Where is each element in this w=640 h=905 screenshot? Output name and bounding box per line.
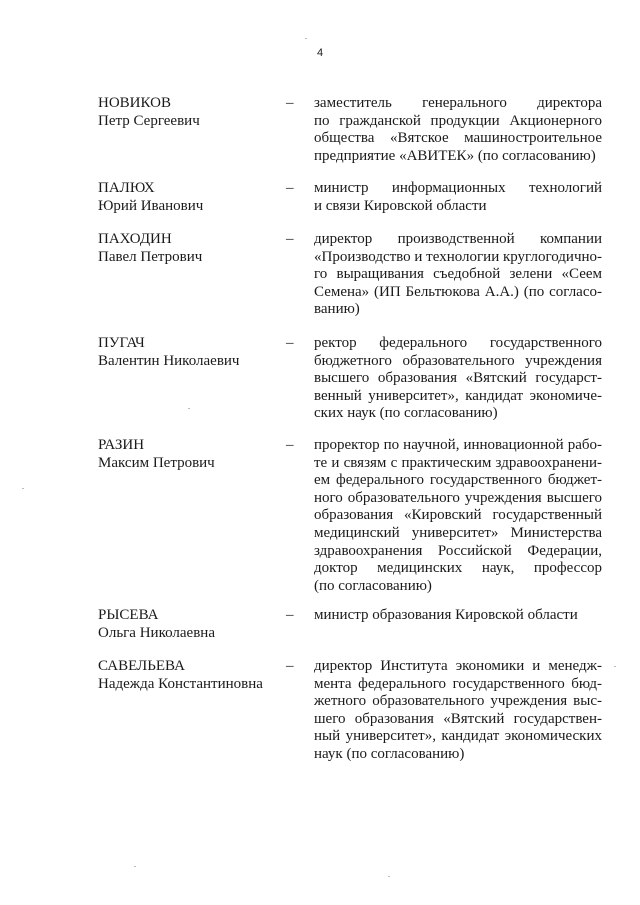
member-name <box>98 335 278 370</box>
position-line: высшего образования «Вятский государст- <box>314 370 602 387</box>
dash-separator: – <box>286 180 294 196</box>
member-name <box>98 437 278 472</box>
position-line: директор Института экономики и менедж- <box>314 658 602 674</box>
member-surname: НОВИКОВ <box>98 95 171 111</box>
member-surname: ПАЛЮХ <box>98 180 155 196</box>
page-number: 4 <box>316 47 324 59</box>
member-given-names: Максим Петрович <box>98 454 215 471</box>
position-line: и связи Кировской области <box>314 197 487 214</box>
member-surname: РЫСЕВА <box>98 607 159 623</box>
position-line: министр информационных технологий <box>314 180 602 196</box>
dash-separator: – <box>286 437 294 453</box>
position-line: жетного образовательного учреждения выс- <box>314 693 602 710</box>
scan-speck <box>22 488 24 489</box>
member-name <box>98 231 278 266</box>
position-line: министр образования Кировской области <box>314 607 578 623</box>
position-line: (по согласованию) <box>314 577 432 594</box>
dash-separator: – <box>286 231 294 247</box>
position-line: образования «Кировский государственный <box>314 507 602 524</box>
position-line: директор производственной компании <box>314 231 602 247</box>
position-line: проректор по научной, инновационной рабо- <box>314 437 602 453</box>
dash-separator: – <box>286 607 294 623</box>
member-given-names: Юрий Иванович <box>98 197 204 214</box>
member-position <box>314 95 602 165</box>
scan-speck <box>614 666 616 667</box>
position-line: ем федерального государственного бюджет- <box>314 472 602 489</box>
position-line: Семена» (ИП Бельтюкова А.А.) (по согласо- <box>314 283 602 300</box>
scan-speck <box>134 866 136 867</box>
member-given-names: Надежда Константиновна <box>98 675 263 692</box>
member-surname: ПАХОДИН <box>98 231 172 247</box>
member-given-names: Валентин Николаевич <box>98 352 240 369</box>
position-line: ванию) <box>314 301 360 318</box>
scan-speck <box>188 408 190 409</box>
position-line: по гражданской продукции Акционерного <box>314 112 602 129</box>
position-line: шего образования «Вятский государствен- <box>314 710 602 727</box>
position-line: предприятие «АВИТЕК» (по согласованию) <box>314 147 596 164</box>
member-position <box>314 180 602 215</box>
dash-separator: – <box>286 95 294 111</box>
position-line: «Производство и технологии круглогодично- <box>314 248 603 265</box>
position-line: ного образовательного учреждения высшего <box>314 489 602 506</box>
position-line: бюджетного образовательного учреждения <box>314 352 602 369</box>
position-line: медицинский университет» Министерства <box>314 524 602 541</box>
position-line: венный университет», кандидат экономиче- <box>314 387 602 404</box>
member-given-names: Петр Сергеевич <box>98 112 200 129</box>
member-position <box>314 231 602 319</box>
member-position <box>314 607 602 625</box>
member-surname: РАЗИН <box>98 437 145 453</box>
member-name <box>98 607 278 642</box>
position-line: общества «Вятское машиностроительное <box>314 130 602 147</box>
member-position <box>314 437 602 595</box>
member-given-names: Павел Петрович <box>98 248 203 265</box>
dash-separator: – <box>286 335 294 351</box>
member-given-names: Ольга Николаевна <box>98 624 215 641</box>
position-line: здравоохранения Российской Федерации, <box>314 542 602 559</box>
position-line: ный университет», кандидат экономических <box>314 728 602 745</box>
scan-speck <box>388 876 390 877</box>
position-line: наук (по согласованию) <box>314 745 465 762</box>
position-line: го выращивания съедобной зелени «Сеем <box>314 266 602 283</box>
member-position <box>314 658 602 764</box>
member-name <box>98 658 278 693</box>
scan-speck <box>305 38 307 39</box>
member-name <box>98 180 278 215</box>
member-surname: ПУГАЧ <box>98 335 145 351</box>
member-name <box>98 95 278 130</box>
position-line: доктор медицинских наук, профессор <box>314 560 602 577</box>
member-surname: САВЕЛЬЕВА <box>98 658 185 674</box>
member-position <box>314 335 602 423</box>
position-line: те и связям с практическим здравоохранени- <box>314 454 602 471</box>
position-line: ских наук (по согласованию) <box>314 405 498 422</box>
position-line: заместитель генерального директора <box>314 95 602 111</box>
position-line: мента федерального государственного бюд- <box>314 675 602 692</box>
position-line: ректор федерального государственного <box>314 335 602 351</box>
dash-separator: – <box>286 658 294 674</box>
